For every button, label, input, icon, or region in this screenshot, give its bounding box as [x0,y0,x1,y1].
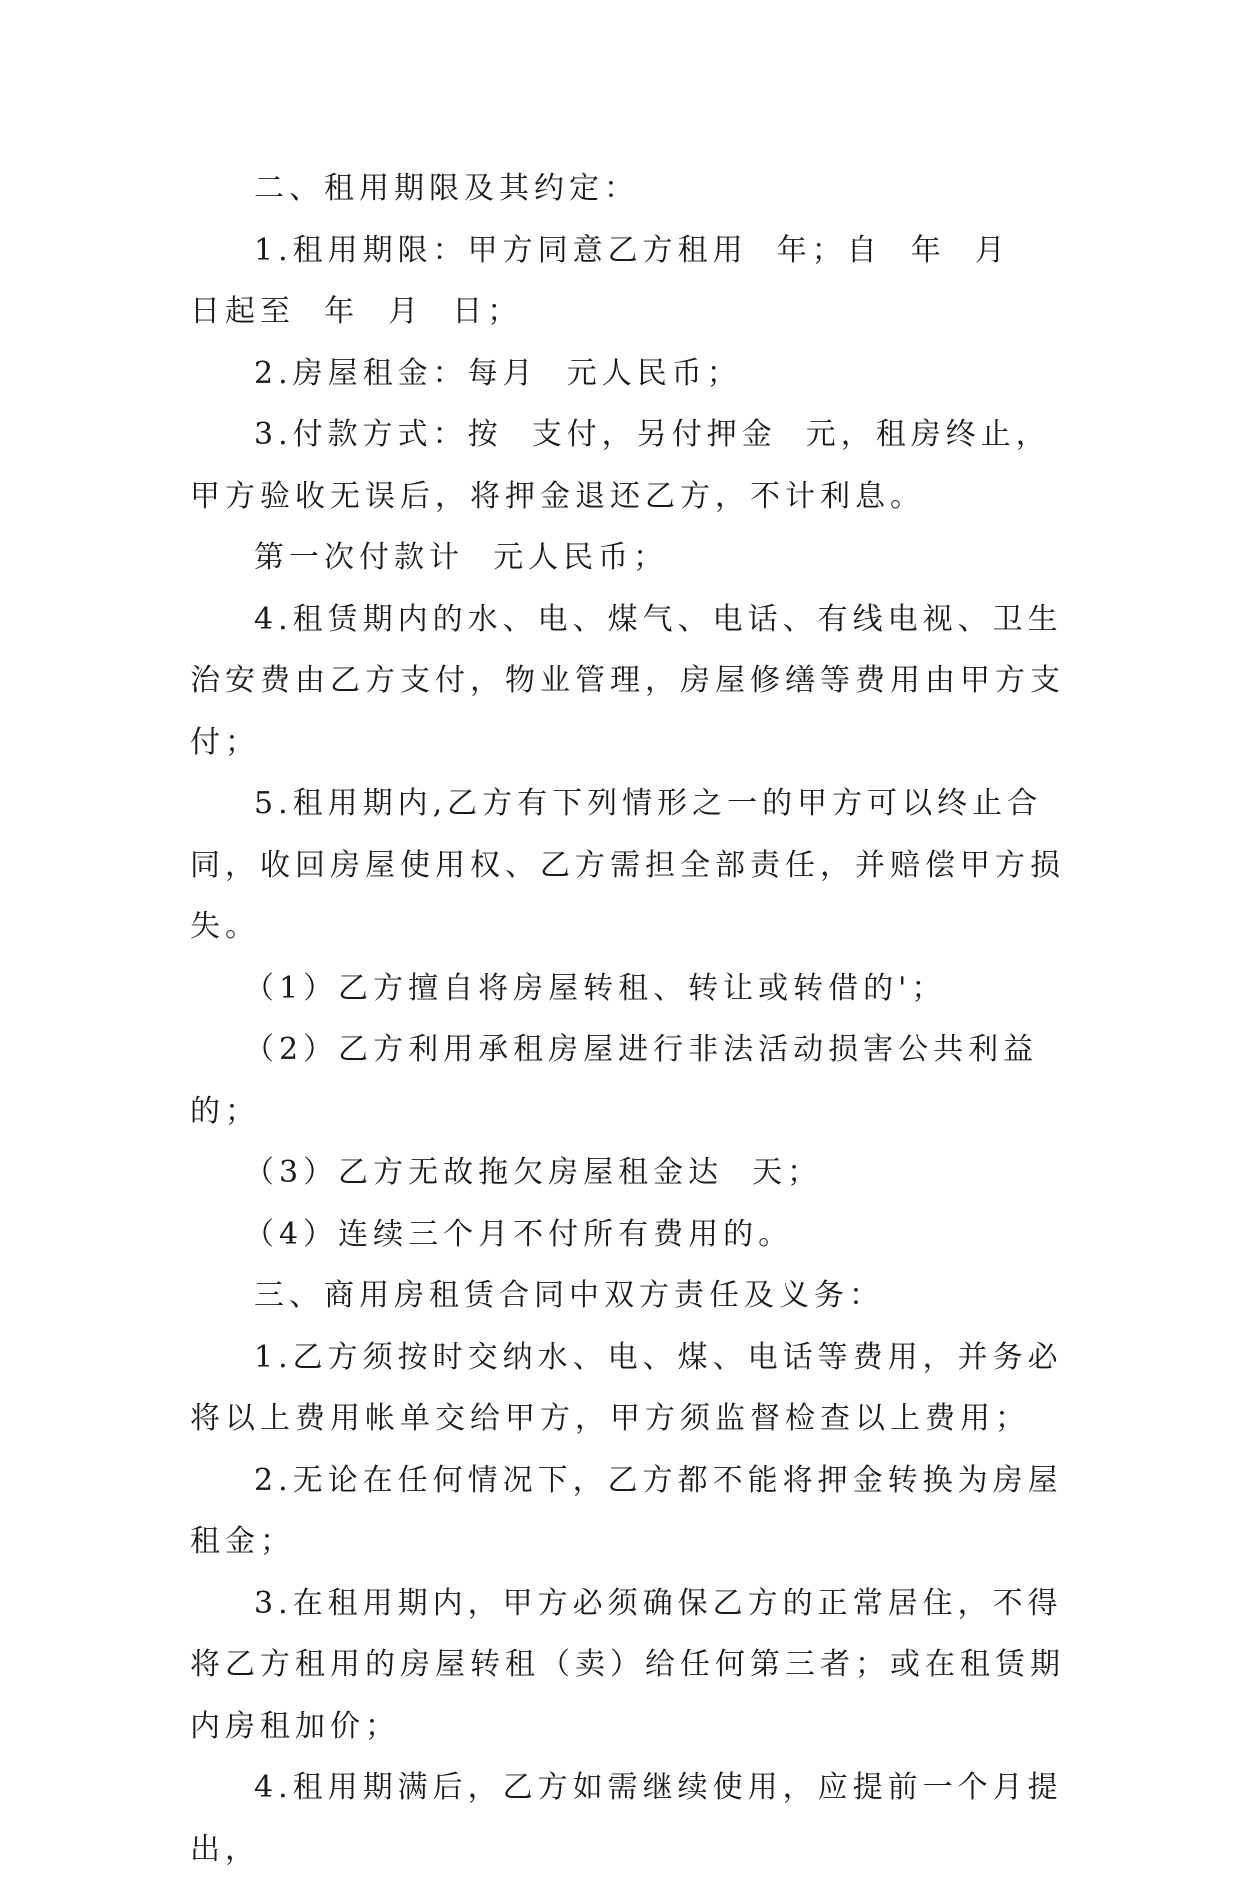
termination-item-illegal-use: （2）乙方利用承租房屋进行非法活动损害公共利益的； [190,1032,1039,1129]
document-body [190,158,1070,1880]
clause-termination-conditions: 5.租用期内,乙方有下列情形之一的甲方可以终止合同，收回房屋使用权、乙方需担全部责任，并赔偿甲方损失。 [190,786,1065,944]
section-heading-rental-term: 二、租用期限及其约定： [254,171,639,206]
termination-item-unpaid-fees: （4）连续三个月不付所有费用的。 [244,1216,794,1252]
termination-item-sublet: （1）乙方擅自将房屋转租、转让或转借的'； [244,970,947,1006]
duty-pay-utilities: 1.乙方须按时交纳水、电、煤、电话等费用，并务必将以上费用帐单交给甲方，甲方须监督检查以上费用； [190,1339,1063,1436]
termination-item-rent-arrears: （3）乙方无故拖欠房屋租金达 天； [244,1155,823,1190]
duty-deposit-not-rent: 2.无论在任何情况下，乙方都不能将押金转换为房屋租金； [190,1462,1063,1559]
section-heading-responsibilities: 三、商用房租赁合同中双方责任及义务： [254,1278,884,1313]
clause-utility-fees: 4.租赁期内的水、电、煤气、电话、有线电视、卫生治安费由乙方支付，物业管理，房屋修缮等费用由甲方支付； [190,601,1065,760]
duty-landlord-guarantee: 3.在租用期内，甲方必须确保乙方的正常居住，不得将乙方租用的房屋转租（卖）给任何第三者；或在租赁期内房租加价； [190,1585,1065,1744]
duty-renewal-notice: 4.租用期满后，乙方如需继续使用，应提前一个月提出， [190,1770,1063,1867]
clause-payment-method: 3.付款方式：按 支付，另付押金 元，租房终止，甲方验收无误后，将押金退还乙方，不计利息。 [190,417,1051,514]
clause-first-payment: 第一次付款计 元人民币； [254,540,669,575]
clause-monthly-rent: 2.房屋租金：每月 元人民币； [254,355,742,391]
clause-rental-period: 1.租用期限：甲方同意乙方租用 年；自 年 月 日起至 年 月 日； [190,232,1039,329]
